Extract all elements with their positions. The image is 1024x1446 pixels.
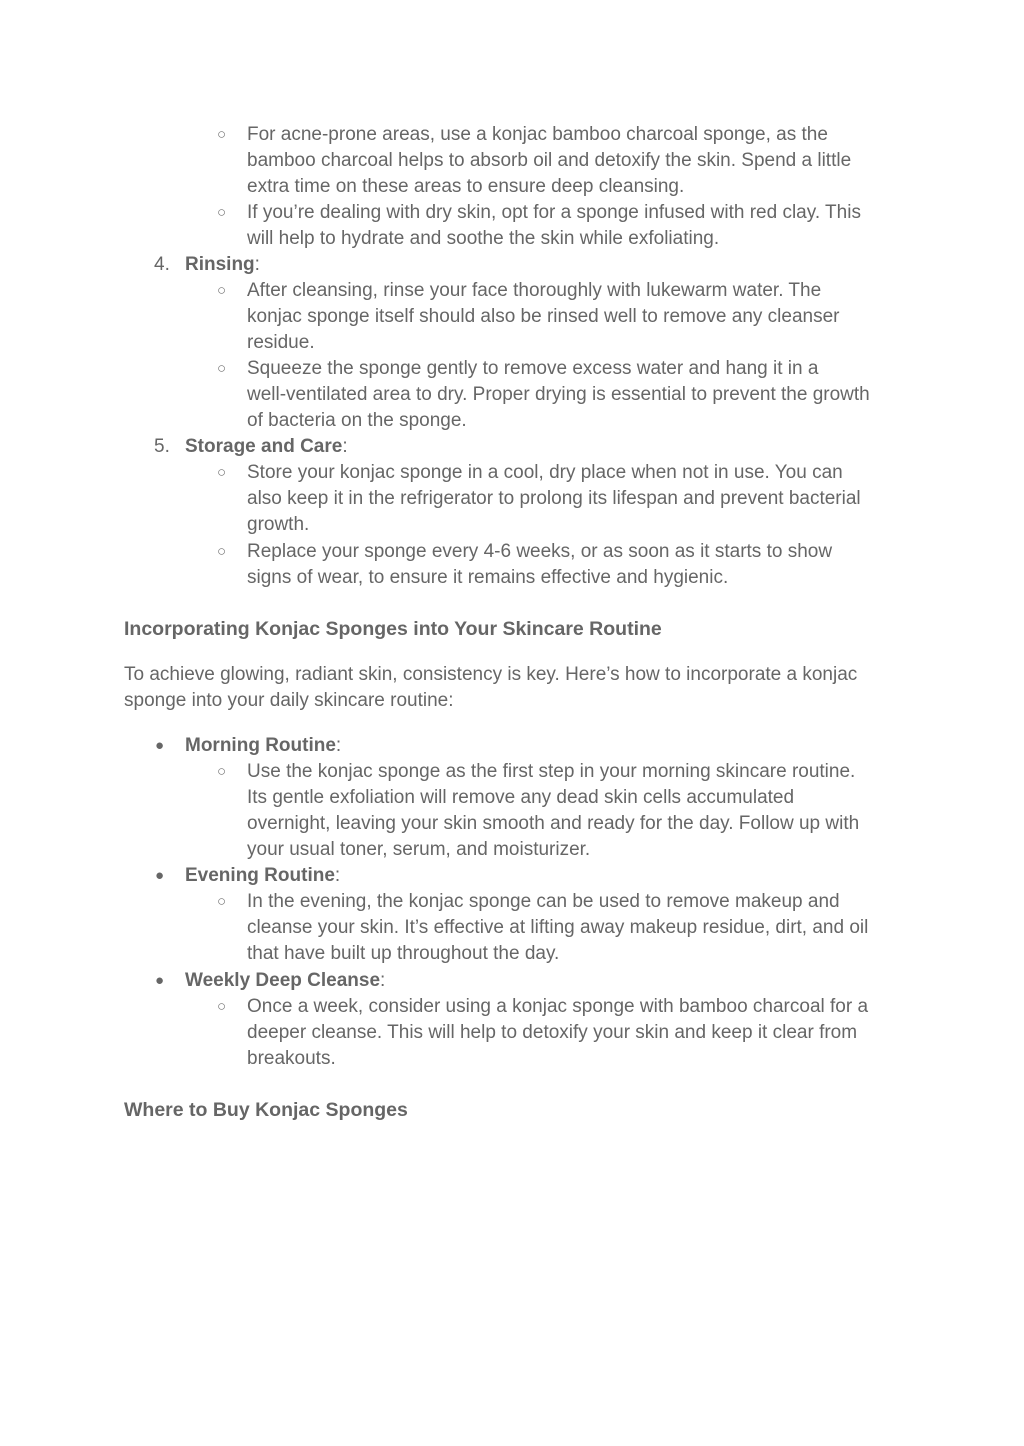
routine-title-row	[185, 863, 340, 889]
sub-bullet-icon: ○	[217, 893, 227, 910]
list-item-text: For acne-prone areas, use a konjac bamboo charcoal sponge, as the	[247, 124, 828, 145]
bullet-icon: ●	[155, 737, 165, 754]
routine-title: Morning Routine	[185, 735, 336, 756]
step-title-row	[185, 252, 260, 278]
step-title: Rinsing	[185, 254, 255, 275]
list-item-text: bamboo charcoal helps to absorb oil and detoxify the skin. Spend a little	[247, 150, 852, 171]
list-item-text: Its gentle exfoliation will remove any dead skin cells accumulated	[247, 787, 795, 808]
list-item-text: Squeeze the sponge gently to remove excess water and hang it in a	[247, 358, 819, 379]
list-item-text: well-ventilated area to dry. Proper drying is essential to prevent the growth	[247, 384, 870, 405]
bullet-icon: ●	[155, 972, 165, 989]
list-item-text: Store your konjac sponge in a cool, dry place when not in use. You can	[247, 462, 843, 483]
list-item-text: breakouts.	[247, 1048, 336, 1069]
list-item-text: Replace your sponge every 4-6 weeks, or as soon as it starts to show	[247, 541, 833, 562]
list-item-text: your usual toner, serum, and moisturizer.	[247, 839, 591, 860]
paragraph-line: To achieve glowing, radiant skin, consistency is key. Here’s how to incorporate a konjac	[124, 664, 858, 685]
list-item-text: growth.	[247, 514, 310, 535]
list-item-text: overnight, leaving your skin smooth and ready for the day. Follow up with	[247, 813, 860, 834]
sub-bullet-icon: ○	[217, 360, 227, 377]
routine-title-row	[185, 968, 385, 994]
list-item-text: extra time on these areas to ensure deep cleansing.	[247, 176, 685, 197]
step-colon: :	[342, 436, 348, 457]
step-title: Storage and Care	[185, 436, 343, 457]
routine-colon: :	[380, 970, 386, 991]
routine-title: Evening Routine	[185, 865, 335, 886]
routine-title-row	[185, 733, 341, 759]
paragraph-line: sponge into your daily skincare routine:	[124, 690, 454, 711]
routine-title: Weekly Deep Cleanse	[185, 970, 381, 991]
list-item-text: After cleansing, rinse your face thoroughly with lukewarm water. The	[247, 280, 822, 301]
section-heading: Incorporating Konjac Sponges into Your Skincare Routine	[124, 618, 662, 640]
sub-bullet-icon: ○	[217, 543, 227, 560]
list-item-text: Use the konjac sponge as the first step in your morning skincare routine.	[247, 761, 856, 782]
sub-bullet-icon: ○	[217, 763, 227, 780]
step-title-row	[185, 434, 348, 460]
list-item-text: If you’re dealing with dry skin, opt for a sponge infused with red clay. This	[247, 202, 861, 223]
step-number: 4.	[154, 254, 170, 275]
list-item-text: signs of wear, to ensure it remains effective and hygienic.	[247, 567, 729, 588]
routine-colon: :	[334, 865, 341, 886]
list-item-text: also keep it in the refrigerator to prolong its lifespan and prevent bacterial	[247, 488, 861, 509]
list-item-text: will help to hydrate and soothe the skin while exfoliating.	[247, 228, 720, 249]
section-heading: Where to Buy Konjac Sponges	[124, 1099, 408, 1121]
sub-bullet-icon: ○	[217, 126, 227, 143]
sub-bullet-icon: ○	[217, 464, 227, 481]
step-colon: :	[254, 254, 260, 275]
list-item-text: deeper cleanse. This will help to detoxify your skin and keep it clear from	[247, 1022, 858, 1043]
list-item-text: residue.	[247, 332, 315, 353]
list-item-text: In the evening, the konjac sponge can be used to remove makeup and	[247, 891, 840, 912]
sub-bullet-icon: ○	[217, 998, 227, 1015]
sub-bullet-icon: ○	[217, 282, 227, 299]
routine-colon: :	[335, 735, 342, 756]
list-item-text: of bacteria on the sponge.	[247, 410, 467, 431]
list-item-text: konjac sponge itself should also be rinsed well to remove any cleanser	[247, 306, 840, 327]
sub-bullet-icon: ○	[217, 204, 227, 221]
step-number: 5.	[154, 436, 170, 457]
list-item-text: cleanse your skin. It’s effective at lifting away makeup residue, dirt, and oil	[247, 917, 869, 938]
list-item-text: Once a week, consider using a konjac sponge with bamboo charcoal for a	[247, 996, 869, 1017]
list-item-text: that have built up throughout the day.	[247, 943, 560, 964]
bullet-icon: ●	[155, 867, 165, 884]
